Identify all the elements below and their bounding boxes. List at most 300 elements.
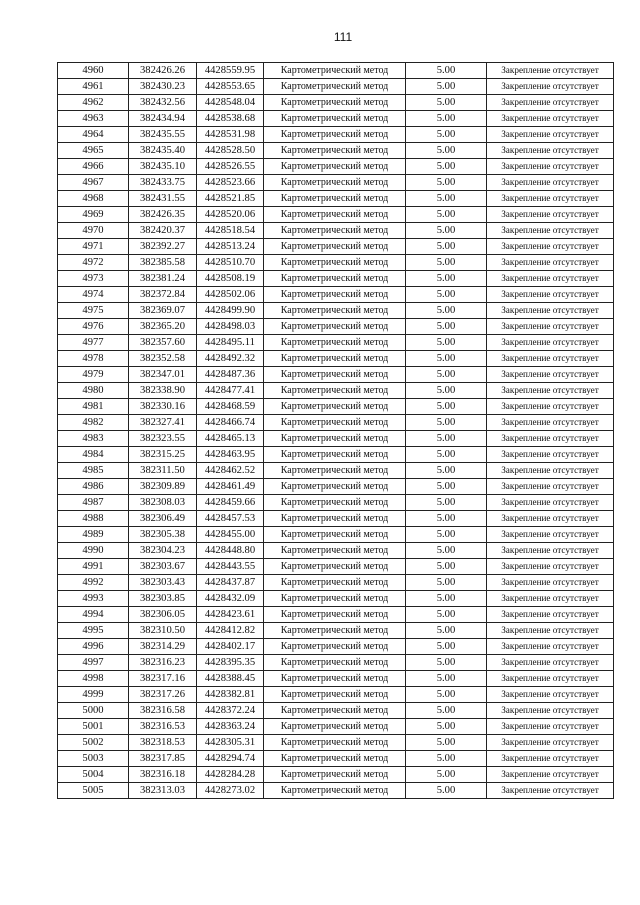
x-coordinate-cell: 382426.35 bbox=[129, 207, 197, 223]
y-coordinate-cell: 4428492.32 bbox=[197, 351, 264, 367]
x-coordinate-cell: 382306.05 bbox=[129, 607, 197, 623]
accuracy-cell: 5.00 bbox=[406, 623, 487, 639]
table-row bbox=[58, 447, 614, 463]
method-cell: Картометрический метод bbox=[264, 575, 406, 591]
x-coordinate-cell: 382381.24 bbox=[129, 271, 197, 287]
x-coordinate-cell: 382357.60 bbox=[129, 335, 197, 351]
y-coordinate-cell: 4428513.24 bbox=[197, 239, 264, 255]
table-row bbox=[58, 255, 614, 271]
fixation-cell: Закрепление отсутствует bbox=[487, 719, 614, 735]
y-coordinate-cell: 4428465.13 bbox=[197, 431, 264, 447]
point-number-cell: 4979 bbox=[58, 367, 129, 383]
fixation-cell: Закрепление отсутствует bbox=[487, 607, 614, 623]
accuracy-cell: 5.00 bbox=[406, 527, 487, 543]
point-number-cell: 4962 bbox=[58, 95, 129, 111]
point-number-cell: 5004 bbox=[58, 767, 129, 783]
method-cell: Картометрический метод bbox=[264, 271, 406, 287]
x-coordinate-cell: 382303.85 bbox=[129, 591, 197, 607]
point-number-cell: 4984 bbox=[58, 447, 129, 463]
method-cell: Картометрический метод bbox=[264, 495, 406, 511]
y-coordinate-cell: 4428526.55 bbox=[197, 159, 264, 175]
point-number-cell: 4995 bbox=[58, 623, 129, 639]
fixation-cell: Закрепление отсутствует bbox=[487, 335, 614, 351]
point-number-cell: 4987 bbox=[58, 495, 129, 511]
fixation-cell: Закрепление отсутствует bbox=[487, 383, 614, 399]
method-cell: Картометрический метод bbox=[264, 655, 406, 671]
point-number-cell: 4961 bbox=[58, 79, 129, 95]
fixation-cell: Закрепление отсутствует bbox=[487, 495, 614, 511]
accuracy-cell: 5.00 bbox=[406, 303, 487, 319]
method-cell: Картометрический метод bbox=[264, 127, 406, 143]
x-coordinate-cell: 382310.50 bbox=[129, 623, 197, 639]
fixation-cell: Закрепление отсутствует bbox=[487, 239, 614, 255]
x-coordinate-cell: 382365.20 bbox=[129, 319, 197, 335]
fixation-cell: Закрепление отсутствует bbox=[487, 303, 614, 319]
table-row bbox=[58, 367, 614, 383]
method-cell: Картометрический метод bbox=[264, 319, 406, 335]
table-row bbox=[58, 687, 614, 703]
table-row bbox=[58, 431, 614, 447]
method-cell: Картометрический метод bbox=[264, 479, 406, 495]
method-cell: Картометрический метод bbox=[264, 767, 406, 783]
y-coordinate-cell: 4428531.98 bbox=[197, 127, 264, 143]
point-number-cell: 4977 bbox=[58, 335, 129, 351]
accuracy-cell: 5.00 bbox=[406, 575, 487, 591]
table-row bbox=[58, 207, 614, 223]
y-coordinate-cell: 4428455.00 bbox=[197, 527, 264, 543]
x-coordinate-cell: 382431.55 bbox=[129, 191, 197, 207]
table-row bbox=[58, 335, 614, 351]
y-coordinate-cell: 4428305.31 bbox=[197, 735, 264, 751]
x-coordinate-cell: 382313.03 bbox=[129, 783, 197, 799]
point-number-cell: 4992 bbox=[58, 575, 129, 591]
accuracy-cell: 5.00 bbox=[406, 255, 487, 271]
y-coordinate-cell: 4428423.61 bbox=[197, 607, 264, 623]
accuracy-cell: 5.00 bbox=[406, 159, 487, 175]
y-coordinate-cell: 4428523.66 bbox=[197, 175, 264, 191]
accuracy-cell: 5.00 bbox=[406, 655, 487, 671]
table-row bbox=[58, 111, 614, 127]
fixation-cell: Закрепление отсутствует bbox=[487, 287, 614, 303]
x-coordinate-cell: 382352.58 bbox=[129, 351, 197, 367]
table-row bbox=[58, 63, 614, 79]
point-number-cell: 4981 bbox=[58, 399, 129, 415]
point-number-cell: 4993 bbox=[58, 591, 129, 607]
table-row bbox=[58, 591, 614, 607]
fixation-cell: Закрепление отсутствует bbox=[487, 159, 614, 175]
table-row bbox=[58, 191, 614, 207]
point-number-cell: 5000 bbox=[58, 703, 129, 719]
y-coordinate-cell: 4428548.04 bbox=[197, 95, 264, 111]
x-coordinate-cell: 382426.26 bbox=[129, 63, 197, 79]
accuracy-cell: 5.00 bbox=[406, 319, 487, 335]
table-row bbox=[58, 223, 614, 239]
accuracy-cell: 5.00 bbox=[406, 383, 487, 399]
x-coordinate-cell: 382369.07 bbox=[129, 303, 197, 319]
point-number-cell: 4980 bbox=[58, 383, 129, 399]
fixation-cell: Закрепление отсутствует bbox=[487, 399, 614, 415]
fixation-cell: Закрепление отсутствует bbox=[487, 255, 614, 271]
x-coordinate-cell: 382385.58 bbox=[129, 255, 197, 271]
fixation-cell: Закрепление отсутствует bbox=[487, 63, 614, 79]
table-row bbox=[58, 159, 614, 175]
accuracy-cell: 5.00 bbox=[406, 63, 487, 79]
x-coordinate-cell: 382316.58 bbox=[129, 703, 197, 719]
method-cell: Картометрический метод bbox=[264, 703, 406, 719]
accuracy-cell: 5.00 bbox=[406, 495, 487, 511]
point-number-cell: 4991 bbox=[58, 559, 129, 575]
method-cell: Картометрический метод bbox=[264, 671, 406, 687]
point-number-cell: 4966 bbox=[58, 159, 129, 175]
point-number-cell: 4999 bbox=[58, 687, 129, 703]
x-coordinate-cell: 382317.85 bbox=[129, 751, 197, 767]
x-coordinate-cell: 382306.49 bbox=[129, 511, 197, 527]
table-row bbox=[58, 735, 614, 751]
table-row bbox=[58, 175, 614, 191]
point-number-cell: 4985 bbox=[58, 463, 129, 479]
accuracy-cell: 5.00 bbox=[406, 79, 487, 95]
table-row bbox=[58, 463, 614, 479]
y-coordinate-cell: 4428502.06 bbox=[197, 287, 264, 303]
table-row bbox=[58, 239, 614, 255]
method-cell: Картометрический метод bbox=[264, 447, 406, 463]
method-cell: Картометрический метод bbox=[264, 79, 406, 95]
x-coordinate-cell: 382330.16 bbox=[129, 399, 197, 415]
y-coordinate-cell: 4428477.41 bbox=[197, 383, 264, 399]
fixation-cell: Закрепление отсутствует bbox=[487, 527, 614, 543]
y-coordinate-cell: 4428395.35 bbox=[197, 655, 264, 671]
point-number-cell: 4990 bbox=[58, 543, 129, 559]
fixation-cell: Закрепление отсутствует bbox=[487, 639, 614, 655]
point-number-cell: 4998 bbox=[58, 671, 129, 687]
accuracy-cell: 5.00 bbox=[406, 223, 487, 239]
y-coordinate-cell: 4428284.28 bbox=[197, 767, 264, 783]
x-coordinate-cell: 382315.25 bbox=[129, 447, 197, 463]
y-coordinate-cell: 4428273.02 bbox=[197, 783, 264, 799]
method-cell: Картометрический метод bbox=[264, 719, 406, 735]
method-cell: Картометрический метод bbox=[264, 431, 406, 447]
method-cell: Картометрический метод bbox=[264, 527, 406, 543]
y-coordinate-cell: 4428461.49 bbox=[197, 479, 264, 495]
table-row bbox=[58, 319, 614, 335]
fixation-cell: Закрепление отсутствует bbox=[487, 191, 614, 207]
point-number-cell: 4963 bbox=[58, 111, 129, 127]
table-row bbox=[58, 415, 614, 431]
table-row bbox=[58, 783, 614, 799]
fixation-cell: Закрепление отсутствует bbox=[487, 703, 614, 719]
x-coordinate-cell: 382303.67 bbox=[129, 559, 197, 575]
point-number-cell: 4976 bbox=[58, 319, 129, 335]
fixation-cell: Закрепление отсутствует bbox=[487, 351, 614, 367]
point-number-cell: 5001 bbox=[58, 719, 129, 735]
table-row bbox=[58, 399, 614, 415]
x-coordinate-cell: 382309.89 bbox=[129, 479, 197, 495]
accuracy-cell: 5.00 bbox=[406, 207, 487, 223]
fixation-cell: Закрепление отсутствует bbox=[487, 591, 614, 607]
method-cell: Картометрический метод bbox=[264, 623, 406, 639]
y-coordinate-cell: 4428499.90 bbox=[197, 303, 264, 319]
point-number-cell: 4973 bbox=[58, 271, 129, 287]
table-body bbox=[58, 63, 614, 799]
method-cell: Картометрический метод bbox=[264, 207, 406, 223]
accuracy-cell: 5.00 bbox=[406, 351, 487, 367]
accuracy-cell: 5.00 bbox=[406, 687, 487, 703]
page-number: 111 bbox=[333, 30, 353, 44]
y-coordinate-cell: 4428448.80 bbox=[197, 543, 264, 559]
accuracy-cell: 5.00 bbox=[406, 719, 487, 735]
y-coordinate-cell: 4428437.87 bbox=[197, 575, 264, 591]
x-coordinate-cell: 382434.94 bbox=[129, 111, 197, 127]
accuracy-cell: 5.00 bbox=[406, 479, 487, 495]
table-row bbox=[58, 95, 614, 111]
method-cell: Картометрический метод bbox=[264, 191, 406, 207]
method-cell: Картометрический метод bbox=[264, 175, 406, 191]
table-row bbox=[58, 127, 614, 143]
fixation-cell: Закрепление отсутствует bbox=[487, 575, 614, 591]
fixation-cell: Закрепление отсутствует bbox=[487, 767, 614, 783]
method-cell: Картометрический метод bbox=[264, 223, 406, 239]
fixation-cell: Закрепление отсутствует bbox=[487, 543, 614, 559]
method-cell: Картометрический метод bbox=[264, 687, 406, 703]
y-coordinate-cell: 4428559.95 bbox=[197, 63, 264, 79]
accuracy-cell: 5.00 bbox=[406, 191, 487, 207]
x-coordinate-cell: 382311.50 bbox=[129, 463, 197, 479]
x-coordinate-cell: 382338.90 bbox=[129, 383, 197, 399]
point-number-cell: 4983 bbox=[58, 431, 129, 447]
fixation-cell: Закрепление отсутствует bbox=[487, 319, 614, 335]
y-coordinate-cell: 4428443.55 bbox=[197, 559, 264, 575]
table-row bbox=[58, 287, 614, 303]
point-number-cell: 4975 bbox=[58, 303, 129, 319]
x-coordinate-cell: 382433.75 bbox=[129, 175, 197, 191]
y-coordinate-cell: 4428520.06 bbox=[197, 207, 264, 223]
method-cell: Картометрический метод bbox=[264, 463, 406, 479]
x-coordinate-cell: 382318.53 bbox=[129, 735, 197, 751]
table-row bbox=[58, 559, 614, 575]
accuracy-cell: 5.00 bbox=[406, 175, 487, 191]
method-cell: Картометрический метод bbox=[264, 607, 406, 623]
point-number-cell: 4986 bbox=[58, 479, 129, 495]
x-coordinate-cell: 382316.53 bbox=[129, 719, 197, 735]
accuracy-cell: 5.00 bbox=[406, 511, 487, 527]
point-number-cell: 4968 bbox=[58, 191, 129, 207]
accuracy-cell: 5.00 bbox=[406, 767, 487, 783]
y-coordinate-cell: 4428487.36 bbox=[197, 367, 264, 383]
table-row bbox=[58, 767, 614, 783]
accuracy-cell: 5.00 bbox=[406, 783, 487, 799]
y-coordinate-cell: 4428510.70 bbox=[197, 255, 264, 271]
y-coordinate-cell: 4428457.53 bbox=[197, 511, 264, 527]
fixation-cell: Закрепление отсутствует bbox=[487, 655, 614, 671]
method-cell: Картометрический метод bbox=[264, 415, 406, 431]
fixation-cell: Закрепление отсутствует bbox=[487, 783, 614, 799]
method-cell: Картометрический метод bbox=[264, 591, 406, 607]
table-row bbox=[58, 639, 614, 655]
method-cell: Картометрический метод bbox=[264, 639, 406, 655]
x-coordinate-cell: 382316.18 bbox=[129, 767, 197, 783]
accuracy-cell: 5.00 bbox=[406, 271, 487, 287]
y-coordinate-cell: 4428528.50 bbox=[197, 143, 264, 159]
accuracy-cell: 5.00 bbox=[406, 143, 487, 159]
fixation-cell: Закрепление отсутствует bbox=[487, 111, 614, 127]
x-coordinate-cell: 382314.29 bbox=[129, 639, 197, 655]
point-number-cell: 4989 bbox=[58, 527, 129, 543]
table-row bbox=[58, 383, 614, 399]
x-coordinate-cell: 382435.55 bbox=[129, 127, 197, 143]
fixation-cell: Закрепление отсутствует bbox=[487, 447, 614, 463]
y-coordinate-cell: 4428498.03 bbox=[197, 319, 264, 335]
accuracy-cell: 5.00 bbox=[406, 591, 487, 607]
table-row bbox=[58, 655, 614, 671]
point-number-cell: 4982 bbox=[58, 415, 129, 431]
y-coordinate-cell: 4428363.24 bbox=[197, 719, 264, 735]
method-cell: Картометрический метод bbox=[264, 335, 406, 351]
accuracy-cell: 5.00 bbox=[406, 447, 487, 463]
method-cell: Картометрический метод bbox=[264, 351, 406, 367]
method-cell: Картометрический метод bbox=[264, 95, 406, 111]
point-number-cell: 4971 bbox=[58, 239, 129, 255]
x-coordinate-cell: 382317.26 bbox=[129, 687, 197, 703]
fixation-cell: Закрепление отсутствует bbox=[487, 687, 614, 703]
table-row bbox=[58, 751, 614, 767]
method-cell: Картометрический метод bbox=[264, 383, 406, 399]
point-number-cell: 5005 bbox=[58, 783, 129, 799]
x-coordinate-cell: 382317.16 bbox=[129, 671, 197, 687]
point-number-cell: 4970 bbox=[58, 223, 129, 239]
point-number-cell: 4960 bbox=[58, 63, 129, 79]
accuracy-cell: 5.00 bbox=[406, 543, 487, 559]
accuracy-cell: 5.00 bbox=[406, 431, 487, 447]
table-row bbox=[58, 575, 614, 591]
fixation-cell: Закрепление отсутствует bbox=[487, 175, 614, 191]
table-row bbox=[58, 271, 614, 287]
fixation-cell: Закрепление отсутствует bbox=[487, 415, 614, 431]
method-cell: Картометрический метод bbox=[264, 143, 406, 159]
accuracy-cell: 5.00 bbox=[406, 639, 487, 655]
accuracy-cell: 5.00 bbox=[406, 415, 487, 431]
table-row bbox=[58, 719, 614, 735]
fixation-cell: Закрепление отсутствует bbox=[487, 479, 614, 495]
accuracy-cell: 5.00 bbox=[406, 463, 487, 479]
table-row bbox=[58, 671, 614, 687]
method-cell: Картометрический метод bbox=[264, 159, 406, 175]
x-coordinate-cell: 382305.38 bbox=[129, 527, 197, 543]
accuracy-cell: 5.00 bbox=[406, 111, 487, 127]
method-cell: Картометрический метод bbox=[264, 399, 406, 415]
point-number-cell: 4994 bbox=[58, 607, 129, 623]
table-row bbox=[58, 479, 614, 495]
y-coordinate-cell: 4428294.74 bbox=[197, 751, 264, 767]
fixation-cell: Закрепление отсутствует bbox=[487, 671, 614, 687]
fixation-cell: Закрепление отсутствует bbox=[487, 143, 614, 159]
x-coordinate-cell: 382327.41 bbox=[129, 415, 197, 431]
method-cell: Картометрический метод bbox=[264, 543, 406, 559]
table-row bbox=[58, 351, 614, 367]
point-number-cell: 4969 bbox=[58, 207, 129, 223]
fixation-cell: Закрепление отсутствует bbox=[487, 511, 614, 527]
fixation-cell: Закрепление отсутствует bbox=[487, 559, 614, 575]
point-number-cell: 4978 bbox=[58, 351, 129, 367]
point-number-cell: 4997 bbox=[58, 655, 129, 671]
y-coordinate-cell: 4428466.74 bbox=[197, 415, 264, 431]
x-coordinate-cell: 382308.03 bbox=[129, 495, 197, 511]
y-coordinate-cell: 4428412.82 bbox=[197, 623, 264, 639]
fixation-cell: Закрепление отсутствует bbox=[487, 463, 614, 479]
y-coordinate-cell: 4428462.52 bbox=[197, 463, 264, 479]
method-cell: Картометрический метод bbox=[264, 111, 406, 127]
fixation-cell: Закрепление отсутствует bbox=[487, 367, 614, 383]
point-number-cell: 4974 bbox=[58, 287, 129, 303]
y-coordinate-cell: 4428432.09 bbox=[197, 591, 264, 607]
accuracy-cell: 5.00 bbox=[406, 287, 487, 303]
fixation-cell: Закрепление отсутствует bbox=[487, 95, 614, 111]
point-number-cell: 4964 bbox=[58, 127, 129, 143]
x-coordinate-cell: 382347.01 bbox=[129, 367, 197, 383]
x-coordinate-cell: 382304.23 bbox=[129, 543, 197, 559]
method-cell: Картометрический метод bbox=[264, 63, 406, 79]
method-cell: Картометрический метод bbox=[264, 239, 406, 255]
method-cell: Картометрический метод bbox=[264, 511, 406, 527]
x-coordinate-cell: 382432.56 bbox=[129, 95, 197, 111]
y-coordinate-cell: 4428372.24 bbox=[197, 703, 264, 719]
accuracy-cell: 5.00 bbox=[406, 127, 487, 143]
table-row bbox=[58, 511, 614, 527]
x-coordinate-cell: 382392.27 bbox=[129, 239, 197, 255]
method-cell: Картометрический метод bbox=[264, 303, 406, 319]
point-number-cell: 5003 bbox=[58, 751, 129, 767]
fixation-cell: Закрепление отсутствует bbox=[487, 79, 614, 95]
accuracy-cell: 5.00 bbox=[406, 735, 487, 751]
y-coordinate-cell: 4428553.65 bbox=[197, 79, 264, 95]
method-cell: Картометрический метод bbox=[264, 751, 406, 767]
x-coordinate-cell: 382323.55 bbox=[129, 431, 197, 447]
x-coordinate-cell: 382435.10 bbox=[129, 159, 197, 175]
x-coordinate-cell: 382430.23 bbox=[129, 79, 197, 95]
accuracy-cell: 5.00 bbox=[406, 95, 487, 111]
accuracy-cell: 5.00 bbox=[406, 399, 487, 415]
table-row bbox=[58, 623, 614, 639]
fixation-cell: Закрепление отсутствует bbox=[487, 223, 614, 239]
point-number-cell: 4972 bbox=[58, 255, 129, 271]
table-row bbox=[58, 495, 614, 511]
y-coordinate-cell: 4428402.17 bbox=[197, 639, 264, 655]
x-coordinate-cell: 382435.40 bbox=[129, 143, 197, 159]
fixation-cell: Закрепление отсутствует bbox=[487, 431, 614, 447]
y-coordinate-cell: 4428388.45 bbox=[197, 671, 264, 687]
accuracy-cell: 5.00 bbox=[406, 671, 487, 687]
x-coordinate-cell: 382303.43 bbox=[129, 575, 197, 591]
y-coordinate-cell: 4428538.68 bbox=[197, 111, 264, 127]
fixation-cell: Закрепление отсутствует bbox=[487, 623, 614, 639]
point-number-cell: 4967 bbox=[58, 175, 129, 191]
accuracy-cell: 5.00 bbox=[406, 367, 487, 383]
table-row bbox=[58, 607, 614, 623]
x-coordinate-cell: 382316.23 bbox=[129, 655, 197, 671]
accuracy-cell: 5.00 bbox=[406, 607, 487, 623]
y-coordinate-cell: 4428518.54 bbox=[197, 223, 264, 239]
y-coordinate-cell: 4428495.11 bbox=[197, 335, 264, 351]
table-row bbox=[58, 143, 614, 159]
fixation-cell: Закрепление отсутствует bbox=[487, 735, 614, 751]
accuracy-cell: 5.00 bbox=[406, 335, 487, 351]
point-number-cell: 4965 bbox=[58, 143, 129, 159]
y-coordinate-cell: 4428521.85 bbox=[197, 191, 264, 207]
point-number-cell: 4988 bbox=[58, 511, 129, 527]
y-coordinate-cell: 4428468.59 bbox=[197, 399, 264, 415]
accuracy-cell: 5.00 bbox=[406, 703, 487, 719]
y-coordinate-cell: 4428382.81 bbox=[197, 687, 264, 703]
method-cell: Картометрический метод bbox=[264, 735, 406, 751]
